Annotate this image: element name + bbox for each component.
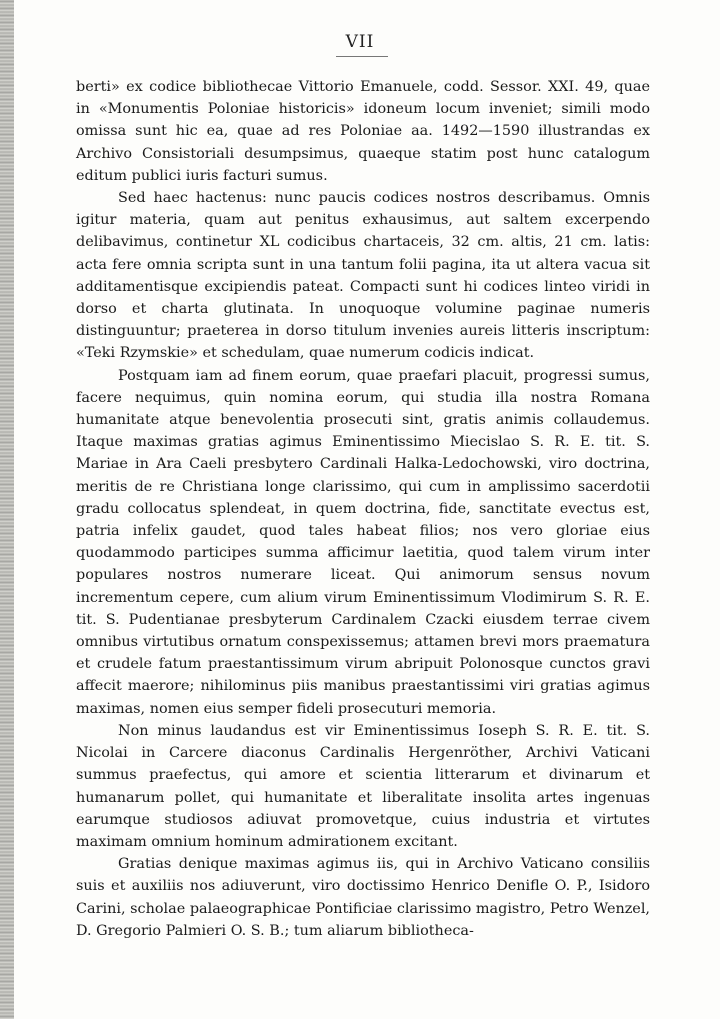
- page-number: VII: [345, 32, 375, 52]
- paragraph: Postquam iam ad finem eorum, quae praefari placuit, progressi sumus, facere nequimus, quin nomina eorum, qui studia illa nostra Romana humanitate atque benevolentia prosecuti sint, gratis animis collaudemus. Itaque maximas gratias agimus Eminentissimo Miecislao S. R. E. tit. S. Mariae in Ara Caeli presbytero Cardinali Halka-Ledochowski, viro doctrina, meritis de re Christiana longe clarissimo, qui cum in amplissimo sacerdotii gradu collocatus splendeat, in quem doctrina, fide, sanctitate evectus est, patria infelix gaudet, quod tales habeat filios; nos vero gloriae eius quodammodo participes summa afficimur laetitia, quod talem virum inter populares nostros numerare liceat. Qui animorum sensus novum incrementum cepere, cum alium virum Eminentissimum Vlodimirum S. R. E. tit. S. Pudentianae presbyterum Cardinalem Czacki eiusdem terrae civem omnibus virtutibus ornatum conspexissemus; attamen brevi mors praematura et crudele fatum praestantissimum virum abripuit Polonosque cunctos gravi affecit maerore; nihilominus piis manibus praestantissimi viri gratias agimus maximas, nomen eius semper fideli prosecuturi memoria.: [76, 367, 650, 717]
- binding-edge: [0, 0, 14, 1019]
- paragraph: Non minus laudandus est vir Eminentissimus Ioseph S. R. E. tit. S. Nicolai in Carcere diaconus Cardinalis Hergenröther, Archivi Vaticani summus praefectus, qui amore et scientia litterarum et divinarum et humanarum pollet, qui humanitate et liberalitate insolita artes ingenuas earumque studiosos adiuvat promovetque, cuius industria et virtutes maximam omnium hominum admirationem excitant.: [76, 722, 650, 850]
- paragraph: Sed haec hactenus: nunc paucis codices nostros describamus. Omnis igitur materia, quam aut penitus exhausimus, aut saltem excerpendo delibavimus, continetur XL codicibus chartaceis, 32 cm. altis, 21 cm. latis: acta fere omnia scripta sunt in una tantum folii pagina, ita ut altera vacua sit additamentisque excipiendis pateat. Compacti sunt hi codices linteo viridi in dorso et charta glutinata. In unoquoque volumine paginae numeris distinguuntur; praeterea in dorso titulum invenies aureis litteris inscriptum: «Teki Rzymskie» et schedulam, quae numerum codicis indicat.: [76, 190, 650, 362]
- paragraph: berti» ex codice bibliothecae Vittorio Emanuele, codd. Sessor. XXI. 49, quae in «Monumentis Poloniae historicis» idoneum locum inveniet; simili modo omissa sunt hic ea, quae ad res Poloniae aa. 1492—1590 illustrandas ex Archivo Consistoriali desumpsimus, quaeque statim post hunc catalogum editum publici iuris facturi sumus.: [76, 79, 650, 184]
- paragraph: Gratias denique maximas agimus iis, qui in Archivo Vaticano consiliis suis et auxiliis nos adiuverunt, viro doctissimo Henrico Denifle O. P., Isidoro Carini, scholae palaeographicae Pontificiae clarissimo magistro, Petro Wenzel, D. Gregorio Palmieri O. S. B.; tum aliarum bibliotheca-: [76, 856, 650, 939]
- body-text: [76, 76, 650, 942]
- header-rule: [336, 56, 388, 57]
